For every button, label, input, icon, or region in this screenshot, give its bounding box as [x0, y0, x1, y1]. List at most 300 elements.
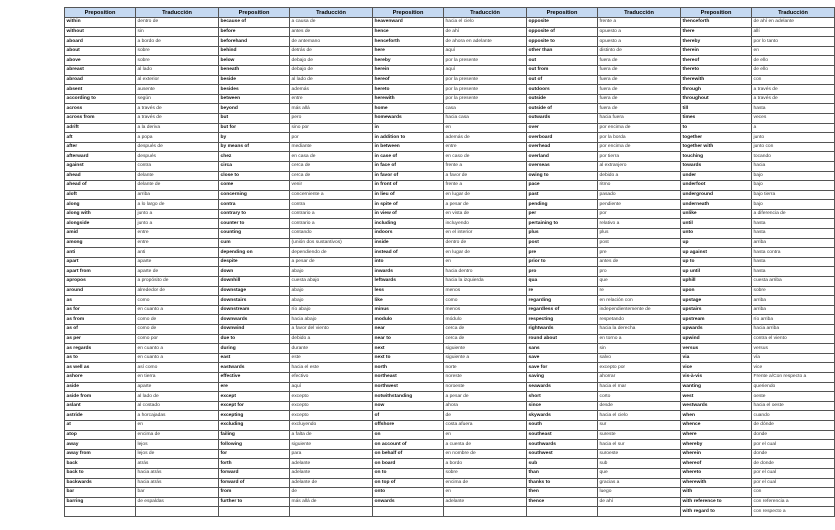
preposition-cell: out [527, 56, 598, 66]
preposition-cell: homewards [373, 113, 444, 123]
translation-cell: delante [136, 171, 219, 181]
preposition-cell: away from [65, 449, 136, 459]
translation-cell: salvo [598, 353, 681, 363]
translation-cell: fuera de [598, 94, 681, 104]
table-row [65, 353, 835, 363]
preposition-cell: in face of [373, 161, 444, 171]
preposition-cell: besides [219, 85, 290, 95]
table-row [65, 248, 835, 258]
translation-cell: a popa [136, 133, 219, 143]
preposition-cell: with reference to [681, 497, 752, 507]
table-body [65, 18, 835, 517]
preposition-cell: downstairs [219, 296, 290, 306]
translation-cell: contrario a [290, 219, 373, 229]
preposition-cell: outwards [527, 113, 598, 123]
preposition-cell: in between [373, 142, 444, 152]
translation-cell: de ahí en adelante [752, 18, 835, 28]
table-row [65, 152, 835, 162]
preposition-cell: west [681, 392, 752, 402]
table-row [65, 133, 835, 143]
translation-cell: atrás [136, 459, 219, 469]
preposition-cell: aside from [65, 392, 136, 402]
translation-cell: fuera de [598, 104, 681, 114]
preposition-cell: prior to [527, 257, 598, 267]
preposition-cell: re [527, 286, 598, 296]
preposition-cell: along with [65, 209, 136, 219]
translation-cell: dentro de [136, 18, 219, 28]
translation-cell: pendiente [598, 200, 681, 210]
translation-cell: este [290, 353, 373, 363]
translation-cell: cerca de [290, 171, 373, 181]
translation-cell: anti [136, 248, 219, 258]
translation-cell: debido a [598, 171, 681, 181]
translation-cell: al lado de [290, 75, 373, 85]
translation-cell: fuera de [598, 75, 681, 85]
translation-cell: excluyendo [290, 420, 373, 430]
translation-cell: hacia [752, 161, 835, 171]
preposition-cell: downstage [219, 286, 290, 296]
preposition-cell: modulo [373, 315, 444, 325]
translation-cell: excepto [290, 411, 373, 421]
translation-cell: sub [598, 459, 681, 469]
preposition-cell: till [681, 104, 752, 114]
preposition-cell: backwards [65, 478, 136, 488]
preposition-cell: adrift [65, 123, 136, 133]
translation-cell: norte [444, 363, 527, 373]
preposition-cell: aboard [65, 37, 136, 47]
preposition-cell: despite [219, 257, 290, 267]
preposition-cell: underground [681, 190, 752, 200]
preposition-cell: back [65, 459, 136, 469]
preposition-cell: on [373, 430, 444, 440]
preposition-cell: contra [219, 200, 290, 210]
translation-cell: bajo [752, 171, 835, 181]
preposition-cell: pro [527, 267, 598, 277]
translation-cell: respetando [598, 315, 681, 325]
translation-cell: río arriba [752, 315, 835, 325]
translation-cell: de ahí [444, 27, 527, 37]
preposition-cell: regarding [527, 296, 598, 306]
translation-cell: en [444, 257, 527, 267]
preposition-cell: qua [527, 277, 598, 287]
table-row [65, 94, 835, 104]
translation-cell: arriba [752, 296, 835, 306]
preposition-cell: atop [65, 430, 136, 440]
preposition-cell: outside [527, 94, 598, 104]
preposition-cell: westwards [681, 401, 752, 411]
preposition-cell: apart [65, 257, 136, 267]
preposition-cell: depending on [219, 248, 290, 258]
translation-cell: con [752, 75, 835, 85]
preposition-cell: as [65, 296, 136, 306]
translation-cell: concerniente a [290, 190, 373, 200]
preposition-cell: downstream [219, 305, 290, 315]
translation-cell: entre [136, 238, 219, 248]
translation-cell: efectivo [290, 372, 373, 382]
preposition-cell: when [681, 411, 752, 421]
preposition-cell: heavenward [373, 18, 444, 28]
translation-cell: detrás de [290, 46, 373, 56]
translation-cell: en [136, 420, 219, 430]
table-row [65, 382, 835, 392]
preposition-cell: counter to [219, 219, 290, 229]
translation-cell: a favor de [444, 171, 527, 181]
translation-cell: a favor del viento [290, 325, 373, 335]
translation-cell: por la presente [444, 94, 527, 104]
translation-cell: gracias a [598, 478, 681, 488]
preposition-cell: minus [373, 305, 444, 315]
translation-cell: debajo de [290, 65, 373, 75]
translation-cell: como de [136, 325, 219, 335]
preposition-cell: wanting [681, 382, 752, 392]
translation-cell: según [136, 94, 219, 104]
translation-cell: después de [136, 142, 219, 152]
translation-cell: siguiente [444, 344, 527, 354]
translation-cell: a bordo de [136, 37, 219, 47]
translation-cell: hacia fuera [598, 113, 681, 123]
preposition-cell: inwards [373, 267, 444, 277]
translation-cell: a [752, 123, 835, 133]
translation-cell: vice [752, 363, 835, 373]
preposition-cell: thereto [681, 65, 752, 75]
preposition-cell: downwind [219, 325, 290, 335]
translation-cell: arriba [136, 190, 219, 200]
preposition-cell: above [65, 56, 136, 66]
preposition-cell: ahead [65, 171, 136, 181]
translation-cell: por encima de [598, 142, 681, 152]
translation-cell: en lugar de [444, 248, 527, 258]
preposition-cell: save for [527, 363, 598, 373]
preposition-cell: herewith [373, 94, 444, 104]
table-row [65, 229, 835, 239]
translation-cell: bajo [752, 181, 835, 191]
table-row [65, 219, 835, 229]
preposition-cell: hereto [373, 85, 444, 95]
preposition-cell: pertaining to [527, 219, 598, 229]
preposition-cell: upstream [681, 315, 752, 325]
translation-cell: noreste [444, 372, 527, 382]
preposition-cell: with [681, 488, 752, 498]
table-row [65, 104, 835, 114]
preposition-table-container [64, 7, 808, 517]
preposition-cell: unto [681, 229, 752, 239]
preposition-cell: including [373, 219, 444, 229]
translation-cell: en cuanto a [136, 305, 219, 315]
preposition-cell: up to [681, 257, 752, 267]
translation-cell: arriba [752, 238, 835, 248]
translation-cell: hacia la izquierda [444, 277, 527, 287]
translation-cell: cerca de [444, 334, 527, 344]
preposition-cell: until [681, 219, 752, 229]
table-row [65, 459, 835, 469]
translation-cell: al exterior [136, 75, 219, 85]
translation-cell: donde [752, 430, 835, 440]
preposition-cell: upwind [681, 334, 752, 344]
preposition-cell: as well as [65, 363, 136, 373]
translation-cell: pre [598, 248, 681, 258]
table-row [65, 488, 835, 498]
translation-cell: sobre [752, 286, 835, 296]
translation-cell: hacia el sur [598, 440, 681, 450]
preposition-cell: under [681, 171, 752, 181]
preposition-cell [373, 507, 444, 517]
preposition-cell: next to [373, 353, 444, 363]
translation-cell: a través de [136, 104, 219, 114]
preposition-cell: underneath [681, 200, 752, 210]
preposition-cell: therein [681, 46, 752, 56]
translation-cell: noroeste [444, 382, 527, 392]
preposition-cell: opposite to [527, 37, 598, 47]
preposition-cell: as of [65, 325, 136, 335]
preposition-cell: as for [65, 305, 136, 315]
translation-cell: relativo a [598, 219, 681, 229]
preposition-cell: northeast [373, 372, 444, 382]
preposition-cell: forth [219, 459, 290, 469]
translation-cell: vía [752, 353, 835, 363]
translation-cell: ahorrar [598, 372, 681, 382]
preposition-cell: offshore [373, 420, 444, 430]
table-row [65, 392, 835, 402]
header-preposition: Preposition [373, 8, 444, 18]
translation-cell: distinto de [598, 46, 681, 56]
table-row [65, 277, 835, 287]
translation-cell: arriba [752, 305, 835, 315]
preposition-cell: close to [219, 171, 290, 181]
preposition-cell: vice [681, 363, 752, 373]
preposition-cell: in favor of [373, 171, 444, 181]
table-row [65, 296, 835, 306]
preposition-cell: bar [65, 488, 136, 498]
translation-cell: a lo largo de [136, 200, 219, 210]
preposition-cell: as regards [65, 344, 136, 354]
preposition-cell: as per [65, 334, 136, 344]
preposition-cell: south [527, 420, 598, 430]
translation-cell: de ello [752, 65, 835, 75]
preposition-cell: eastwards [219, 363, 290, 373]
translation-cell: con [752, 488, 835, 498]
translation-cell: en [444, 430, 527, 440]
translation-cell: a diferencia de [752, 209, 835, 219]
table-row [65, 334, 835, 344]
translation-cell: de ello [752, 56, 835, 66]
table-row [65, 315, 835, 325]
preposition-cell: anti [65, 248, 136, 258]
translation-cell: aquí [290, 382, 373, 392]
translation-cell: de [444, 411, 527, 421]
preposition-cell: regardless of [527, 305, 598, 315]
translation-cell: hacia el cielo [444, 18, 527, 28]
translation-cell: suroeste [598, 449, 681, 459]
preposition-cell: in case of [373, 152, 444, 162]
preposition-cell: save [527, 353, 598, 363]
translation-cell: aparte [136, 257, 219, 267]
translation-cell: hacia el mar [598, 382, 681, 392]
translation-cell: módulo [444, 315, 527, 325]
preposition-cell: near to [373, 334, 444, 344]
preposition-cell: outdoors [527, 85, 598, 95]
table-row [65, 27, 835, 37]
translation-cell: más allá de [290, 497, 373, 507]
preposition-cell: amid [65, 229, 136, 239]
translation-cell: sobre [444, 468, 527, 478]
translation-cell: por [598, 209, 681, 219]
translation-cell: junto [752, 133, 835, 143]
table-row [65, 161, 835, 171]
table-row [65, 305, 835, 315]
translation-cell: a pesar de [290, 257, 373, 267]
translation-cell: en nombre de [444, 449, 527, 459]
preposition-cell: aslant [65, 401, 136, 411]
preposition-cell: across [65, 104, 136, 114]
preposition-cell: southwest [527, 449, 598, 459]
preposition-cell: opposite [527, 18, 598, 28]
preposition-cell: sans [527, 344, 598, 354]
preposition-cell: inside [373, 238, 444, 248]
preposition-cell: overseas [527, 161, 598, 171]
translation-cell: hasta contra [752, 248, 835, 258]
translation-cell: al extranjero [598, 161, 681, 171]
preposition-cell: pending [527, 200, 598, 210]
translation-cell: desde [598, 401, 681, 411]
preposition-cell: because of [219, 18, 290, 28]
preposition-cell: next [373, 344, 444, 354]
translation-cell: versus [752, 344, 835, 354]
translation-cell: a la deriva [136, 123, 219, 133]
preposition-cell: after [65, 142, 136, 152]
translation-cell: pro [598, 267, 681, 277]
translation-cell: en caso de [444, 152, 527, 162]
preposition-cell: on to [373, 468, 444, 478]
translation-cell: por la presente [444, 85, 527, 95]
translation-cell: junto con [752, 142, 835, 152]
translation-cell: a través de [752, 85, 835, 95]
translation-cell: hacia atrás [136, 478, 219, 488]
translation-cell: plus [598, 229, 681, 239]
preposition-cell: respecting [527, 315, 598, 325]
table-row [65, 497, 835, 507]
translation-cell: encima de [444, 478, 527, 488]
preposition-cell: there [681, 27, 752, 37]
preposition-cell: failing [219, 430, 290, 440]
translation-cell: venir [290, 181, 373, 191]
preposition-cell: up [681, 238, 752, 248]
translation-cell: en el interior [444, 229, 527, 239]
table-row [65, 37, 835, 47]
preposition-cell: except [219, 392, 290, 402]
preposition-cell: at [65, 420, 136, 430]
table-row [65, 401, 835, 411]
translation-cell: debido a [290, 334, 373, 344]
preposition-cell: apart from [65, 267, 136, 277]
preposition-cell: then [527, 488, 598, 498]
translation-cell: por encima de [598, 123, 681, 133]
translation-cell: aquí [444, 65, 527, 75]
translation-cell: cerca de [290, 161, 373, 171]
translation-cell: hacia el este [290, 363, 373, 373]
preposition-cell: round about [527, 334, 598, 344]
translation-cell: en tierra [136, 372, 219, 382]
preposition-cell: throughout [681, 94, 752, 104]
preposition-cell: forward [219, 468, 290, 478]
preposition-cell: pace [527, 181, 598, 191]
translation-cell: sino por [290, 123, 373, 133]
translation-cell: al lado [136, 65, 219, 75]
preposition-cell: uphill [681, 277, 752, 287]
table-row [65, 18, 835, 28]
preposition-cell: now [373, 401, 444, 411]
preposition-cell: beforehand [219, 37, 290, 47]
preposition-cell [219, 507, 290, 517]
preposition-cell: rightwards [527, 325, 598, 335]
preposition-cell: thanks to [527, 478, 598, 488]
preposition-cell: vis-à-vis [681, 372, 752, 382]
preposition-cell: concerning [219, 190, 290, 200]
preposition-cell: alongside [65, 219, 136, 229]
preposition-cell: hence [373, 27, 444, 37]
translation-cell: excepto [290, 392, 373, 402]
translation-cell: hasta [752, 219, 835, 229]
translation-cell: en casa de [290, 152, 373, 162]
translation-cell: Frente a/Con respecto a [752, 372, 835, 382]
preposition-cell: east [219, 353, 290, 363]
translation-cell: (unión dos sustantivos) [290, 238, 373, 248]
translation-cell: por la presente [444, 75, 527, 85]
table-row [65, 363, 835, 373]
translation-cell: abajo [290, 267, 373, 277]
preposition-cell: to [681, 123, 752, 133]
preposition-cell: as to [65, 353, 136, 363]
preposition-table [64, 7, 835, 517]
translation-cell: abajo [290, 286, 373, 296]
preposition-cell: therewith [681, 75, 752, 85]
translation-cell [290, 507, 373, 517]
translation-cell: ahora [444, 401, 527, 411]
translation-cell: donde [752, 449, 835, 459]
translation-cell: luego [598, 488, 681, 498]
table-row [65, 440, 835, 450]
preposition-cell: overhead [527, 142, 598, 152]
translation-cell: que [598, 468, 681, 478]
preposition-cell: whence [681, 420, 752, 430]
preposition-cell: without [65, 27, 136, 37]
translation-cell: por el cual [752, 468, 835, 478]
header-translation: Traducción [444, 8, 527, 18]
translation-cell: corto [598, 392, 681, 402]
translation-cell: hacia la derecha [598, 325, 681, 335]
preposition-cell: owing to [527, 171, 598, 181]
translation-cell: más allá [290, 104, 373, 114]
translation-cell: hacia atrás [136, 468, 219, 478]
table-header [65, 8, 835, 18]
preposition-cell: in addition to [373, 133, 444, 143]
preposition-cell: where [681, 430, 752, 440]
translation-cell: cuesta arriba [752, 277, 835, 287]
preposition-cell: away [65, 440, 136, 450]
translation-cell: lejos [136, 440, 219, 450]
preposition-cell: in view of [373, 209, 444, 219]
preposition-cell: chez [219, 152, 290, 162]
translation-cell [444, 507, 527, 517]
translation-cell: hasta [752, 267, 835, 277]
translation-cell: cerca de [444, 325, 527, 335]
translation-cell: bajo tierra [752, 190, 835, 200]
preposition-cell: absent [65, 85, 136, 95]
preposition-cell: indoors [373, 229, 444, 239]
preposition-cell: versus [681, 344, 752, 354]
header-preposition: Preposition [681, 8, 752, 18]
translation-cell: al lado de [136, 392, 219, 402]
translation-cell: de antemano [290, 37, 373, 47]
